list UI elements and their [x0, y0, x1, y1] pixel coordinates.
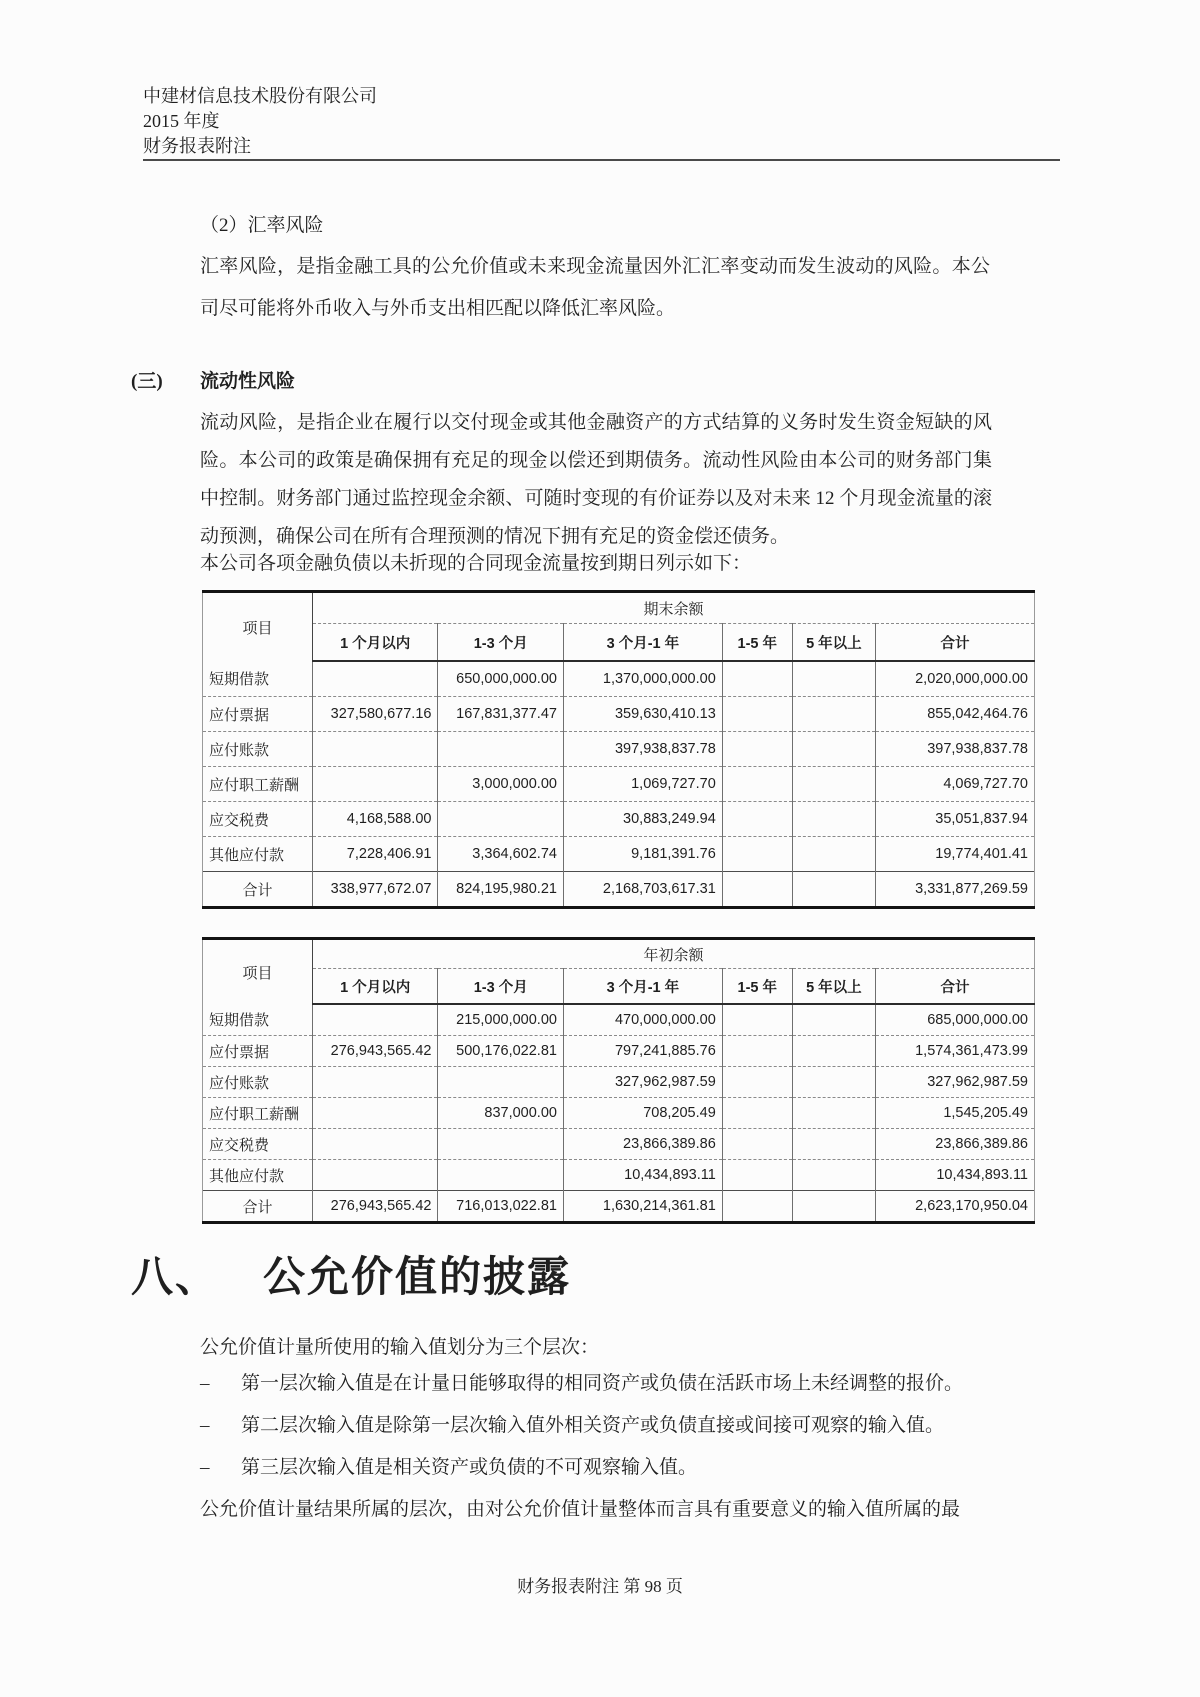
document-title: 财务报表附注	[143, 136, 251, 156]
amount-cell: 276,943,565.42	[312, 1036, 438, 1067]
amount-cell: 10,434,893.11	[563, 1160, 722, 1191]
row-label-cell: 短期借款	[203, 661, 313, 697]
amount-cell: 215,000,000.00	[438, 1004, 564, 1036]
amount-cell: 1,545,205.49	[876, 1098, 1035, 1129]
amount-cell	[792, 1067, 875, 1098]
liquidity-risk-number: (三)	[131, 371, 163, 392]
list-item	[200, 1414, 1000, 1438]
amount-cell: 327,962,987.59	[563, 1067, 722, 1098]
header-rule	[143, 159, 1060, 161]
amount-cell: 397,938,837.78	[876, 732, 1035, 767]
footer-page-number: 财务报表附注 第 98 页	[517, 1577, 683, 1596]
column-header: 1-3 个月	[438, 624, 564, 662]
table-row	[203, 1036, 1035, 1067]
table-row	[203, 1098, 1035, 1129]
amount-cell	[438, 802, 564, 837]
table-row	[203, 767, 1035, 802]
amount-cell	[722, 802, 792, 837]
page-header	[143, 84, 377, 159]
amount-cell: 1,630,214,361.81	[563, 1191, 722, 1223]
amount-cell	[792, 872, 875, 908]
table-row	[203, 802, 1035, 837]
amount-cell	[792, 1098, 875, 1129]
column-header: 3 个月-1 年	[563, 969, 722, 1005]
list-item	[200, 1372, 1000, 1396]
amount-cell: 4,069,727.70	[876, 767, 1035, 802]
fair-value-section-title: 公允价值的披露	[263, 1255, 572, 1301]
amount-cell: 3,331,877,269.59	[876, 872, 1035, 908]
amount-cell: 1,574,361,473.99	[876, 1036, 1035, 1067]
company-name: 中建材信息技术股份有限公司	[143, 86, 377, 106]
amount-cell: 359,630,410.13	[563, 697, 722, 732]
fx-risk-heading: （2）汇率风险	[200, 215, 324, 236]
table-row	[203, 1160, 1035, 1191]
maturity-table-intro: 本公司各项金融负债以未折现的合同现金流量按到期日列示如下：	[200, 553, 752, 574]
row-label-cell: 短期借款	[203, 1004, 313, 1036]
fair-value-closing-paragraph: 公允价值计量结果所属的层次，由对公允价值计量整体而言具有重要意义的输入值所属的最	[200, 1499, 961, 1520]
column-header: 1 个月以内	[312, 624, 438, 662]
amount-cell: 30,883,249.94	[563, 802, 722, 837]
row-label-cell: 应交税费	[203, 802, 313, 837]
amount-cell	[792, 1129, 875, 1160]
column-header: 1 个月以内	[312, 969, 438, 1005]
amount-cell	[312, 1067, 438, 1098]
amount-cell	[722, 1067, 792, 1098]
column-header: 1-3 个月	[438, 969, 564, 1005]
fx-risk-paragraph: 汇率风险，是指金融工具的公允价值或未来现金流量因外汇汇率变动而发生波动的风险。本公司尽可能将外币收入与外币支出相匹配以降低汇率风险。	[200, 256, 990, 319]
amount-cell	[792, 732, 875, 767]
amount-cell: 1,069,727.70	[563, 767, 722, 802]
amount-cell: 19,774,401.41	[876, 837, 1035, 872]
amount-cell	[722, 872, 792, 908]
amount-cell: 35,051,837.94	[876, 802, 1035, 837]
maturity-table-opening-balance	[202, 937, 1035, 1224]
amount-cell	[792, 837, 875, 872]
amount-cell	[722, 1160, 792, 1191]
amount-cell	[722, 767, 792, 802]
amount-cell	[722, 1191, 792, 1223]
row-label-cell: 应付职工薪酬	[203, 767, 313, 802]
bullet-dash: –	[200, 1415, 210, 1436]
table-row	[203, 661, 1035, 697]
table-row	[203, 697, 1035, 732]
amount-cell: 500,176,022.81	[438, 1036, 564, 1067]
amount-cell	[792, 1036, 875, 1067]
balance-group-header: 期末余额	[312, 592, 1034, 624]
fair-value-heading	[131, 1244, 571, 1304]
amount-cell: 685,000,000.00	[876, 1004, 1035, 1036]
amount-cell: 3,364,602.74	[438, 837, 564, 872]
row-label-cell: 应付职工薪酬	[203, 1098, 313, 1129]
column-header: 1-5 年	[722, 624, 792, 662]
row-label-cell: 应交税费	[203, 1129, 313, 1160]
bullet-text: 第二层次输入值是除第一层次输入值外相关资产或负债直接或间接可观察的输入值。	[241, 1415, 945, 1436]
amount-cell	[438, 1067, 564, 1098]
amount-cell: 797,241,885.76	[563, 1036, 722, 1067]
table-row	[203, 732, 1035, 767]
table-total-row	[203, 872, 1035, 908]
row-label-cell: 合计	[203, 1191, 313, 1223]
amount-cell	[792, 661, 875, 697]
table-row	[203, 1004, 1035, 1036]
row-label-cell: 其他应付款	[203, 837, 313, 872]
amount-cell: 824,195,980.21	[438, 872, 564, 908]
amount-cell	[312, 1129, 438, 1160]
column-header: 1-5 年	[722, 969, 792, 1005]
amount-cell: 1,370,000,000.00	[563, 661, 722, 697]
amount-cell: 397,938,837.78	[563, 732, 722, 767]
amount-cell: 9,181,391.76	[563, 837, 722, 872]
bullet-text: 第一层次输入值是在计量日能够取得的相同资产或负债在活跃市场上未经调整的报价。	[241, 1373, 964, 1394]
column-header-item: 项目	[203, 939, 313, 1005]
amount-cell	[722, 1129, 792, 1160]
amount-cell	[722, 697, 792, 732]
amount-cell	[722, 1004, 792, 1036]
amount-cell	[438, 1129, 564, 1160]
column-header: 5 年以上	[792, 624, 875, 662]
table-total-row	[203, 1191, 1035, 1223]
fair-value-intro: 公允价值计量所使用的输入值划分为三个层次：	[200, 1337, 600, 1358]
table-row	[203, 1067, 1035, 1098]
bullet-text: 第三层次输入值是相关资产或负债的不可观察输入值。	[241, 1457, 698, 1478]
amount-cell: 2,020,000,000.00	[876, 661, 1035, 697]
row-label-cell: 应付票据	[203, 697, 313, 732]
column-header: 5 年以上	[792, 969, 875, 1005]
amount-cell	[792, 1191, 875, 1223]
liquidity-risk-title: 流动性风险	[200, 371, 296, 392]
row-label-cell: 应付票据	[203, 1036, 313, 1067]
amount-cell	[722, 1098, 792, 1129]
amount-cell: 470,000,000.00	[563, 1004, 722, 1036]
table-row	[203, 837, 1035, 872]
amount-cell: 650,000,000.00	[438, 661, 564, 697]
table-row	[203, 1129, 1035, 1160]
amount-cell: 23,866,389.86	[876, 1129, 1035, 1160]
row-label-cell: 应付账款	[203, 1067, 313, 1098]
fiscal-year: 2015 年度	[143, 111, 220, 131]
amount-cell: 716,013,022.81	[438, 1191, 564, 1223]
amount-cell: 4,168,588.00	[312, 802, 438, 837]
column-header: 3 个月-1 年	[563, 624, 722, 662]
amount-cell	[792, 802, 875, 837]
amount-cell	[312, 1004, 438, 1036]
amount-cell: 167,831,377.47	[438, 697, 564, 732]
amount-cell: 855,042,464.76	[876, 697, 1035, 732]
amount-cell: 7,228,406.91	[312, 837, 438, 872]
row-label-cell: 其他应付款	[203, 1160, 313, 1191]
fair-value-section-number: 八、	[131, 1255, 220, 1301]
amount-cell	[792, 1160, 875, 1191]
amount-cell	[792, 767, 875, 802]
amount-cell	[722, 732, 792, 767]
amount-cell	[792, 697, 875, 732]
bullet-dash: –	[200, 1373, 210, 1394]
maturity-table-closing-balance	[202, 590, 1035, 909]
column-header: 合计	[876, 969, 1035, 1005]
amount-cell	[792, 1004, 875, 1036]
row-label-cell: 合计	[203, 872, 313, 908]
amount-cell: 338,977,672.07	[312, 872, 438, 908]
amount-cell	[312, 1160, 438, 1191]
liquidity-risk-heading	[131, 366, 295, 393]
amount-cell: 2,168,703,617.31	[563, 872, 722, 908]
amount-cell	[438, 732, 564, 767]
amount-cell	[312, 1098, 438, 1129]
amount-cell	[722, 837, 792, 872]
amount-cell: 10,434,893.11	[876, 1160, 1035, 1191]
amount-cell: 327,962,987.59	[876, 1067, 1035, 1098]
balance-group-header: 年初余额	[312, 939, 1034, 969]
column-header-item: 项目	[203, 592, 313, 662]
amount-cell	[312, 767, 438, 802]
amount-cell: 2,623,170,950.04	[876, 1191, 1035, 1223]
amount-cell	[312, 661, 438, 697]
amount-cell	[312, 732, 438, 767]
amount-cell	[438, 1160, 564, 1191]
column-header: 合计	[876, 624, 1035, 662]
amount-cell: 327,580,677.16	[312, 697, 438, 732]
amount-cell	[722, 661, 792, 697]
amount-cell: 23,866,389.86	[563, 1129, 722, 1160]
amount-cell: 837,000.00	[438, 1098, 564, 1129]
fair-value-bullet-list	[200, 1372, 1000, 1498]
bullet-dash: –	[200, 1457, 210, 1478]
liquidity-risk-paragraph: 流动风险，是指企业在履行以交付现金或其他金融资产的方式结算的义务时发生资金短缺的风险。本公司的政策是确保拥有充足的现金以偿还到期债务。流动性风险由本公司的财务部门集中控制。财务部门通过监控现金余额、可随时变现的有价证券以及对未来 12 个月现金流量的滚动预测，确保公司在所有合理预测的情况下拥有充足的资金偿还债务。	[200, 412, 992, 547]
row-label-cell: 应付账款	[203, 732, 313, 767]
amount-cell	[722, 1036, 792, 1067]
amount-cell: 276,943,565.42	[312, 1191, 438, 1223]
amount-cell: 3,000,000.00	[438, 767, 564, 802]
list-item	[200, 1456, 1000, 1480]
amount-cell: 708,205.49	[563, 1098, 722, 1129]
